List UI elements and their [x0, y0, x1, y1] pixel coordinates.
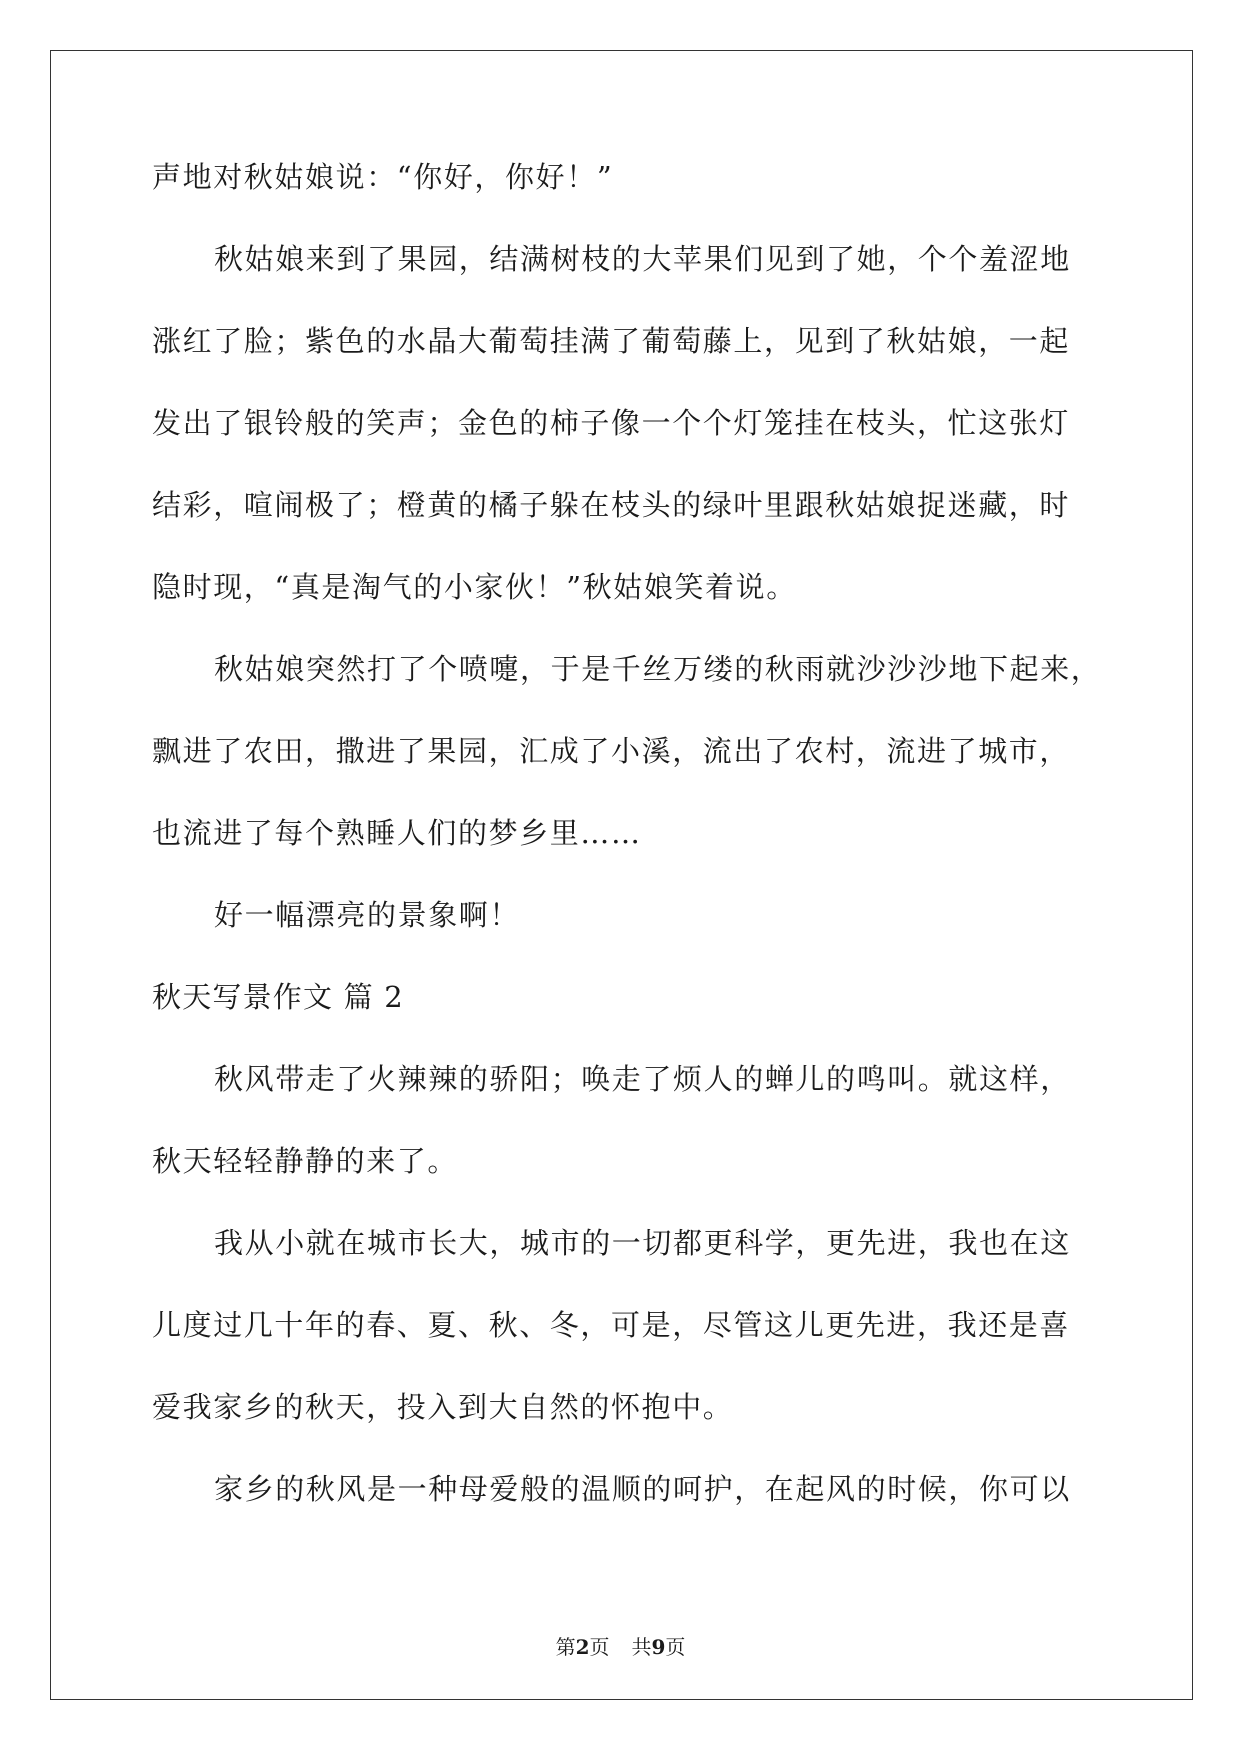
text-line: 声地对秋姑娘说：“你好，你好！” — [152, 160, 614, 194]
text-line: 隐时现，“真是淘气的小家伙！”秋姑娘笑着说。 — [152, 570, 797, 604]
text-line: 发出了银铃般的笑声；金色的柿子像一个个灯笼挂在枝头，忙这张灯 — [152, 406, 1071, 440]
text-line: 秋姑娘突然打了个喷嚏，于是千丝万缕的秋雨就沙沙沙地下起来， — [214, 652, 1102, 686]
page-number: 2 — [575, 1635, 590, 1659]
text-line: 爱我家乡的秋天，投入到大自然的怀抱中。 — [152, 1390, 734, 1424]
page-footer — [0, 1635, 1241, 1659]
page-suffix: 页 — [589, 1635, 610, 1659]
text-line: 秋姑娘来到了果园，结满树枝的大苹果们见到了她，个个羞涩地 — [214, 242, 1071, 276]
text-line: 好一幅漂亮的景象啊！ — [214, 898, 521, 932]
text-line: 秋天轻轻静静的来了。 — [152, 1144, 459, 1178]
text-line: 儿度过几十年的春、夏、秋、冬，可是，尽管这儿更先进，我还是喜 — [152, 1308, 1071, 1342]
text-line: 结彩，喧闹极了；橙黄的橘子躲在枝头的绿叶里跟秋姑娘捉迷藏，时 — [152, 488, 1071, 522]
page-prefix: 第 — [555, 1635, 576, 1659]
text-line: 秋风带走了火辣辣的骄阳；唤走了烦人的蝉儿的鸣叫。就这样， — [214, 1062, 1071, 1096]
section-heading: 秋天写景作文 篇 2 — [152, 980, 404, 1014]
total-suffix: 页 — [665, 1635, 686, 1659]
text-line: 涨红了脸；紫色的水晶大葡萄挂满了葡萄藤上，见到了秋姑娘，一起 — [152, 324, 1071, 358]
total-prefix: 共 — [631, 1635, 652, 1659]
document-body — [152, 160, 1102, 1556]
text-line: 飘进了农田，撒进了果园，汇成了小溪，流出了农村，流进了城市， — [152, 734, 1071, 768]
text-line: 也流进了每个熟睡人们的梦乡里…… — [152, 816, 642, 850]
total-pages: 9 — [651, 1635, 666, 1659]
text-line: 家乡的秋风是一种母爱般的温顺的呵护，在起风的时候，你可以 — [214, 1472, 1071, 1506]
text-line: 我从小就在城市长大，城市的一切都更科学，更先进，我也在这 — [214, 1226, 1071, 1260]
